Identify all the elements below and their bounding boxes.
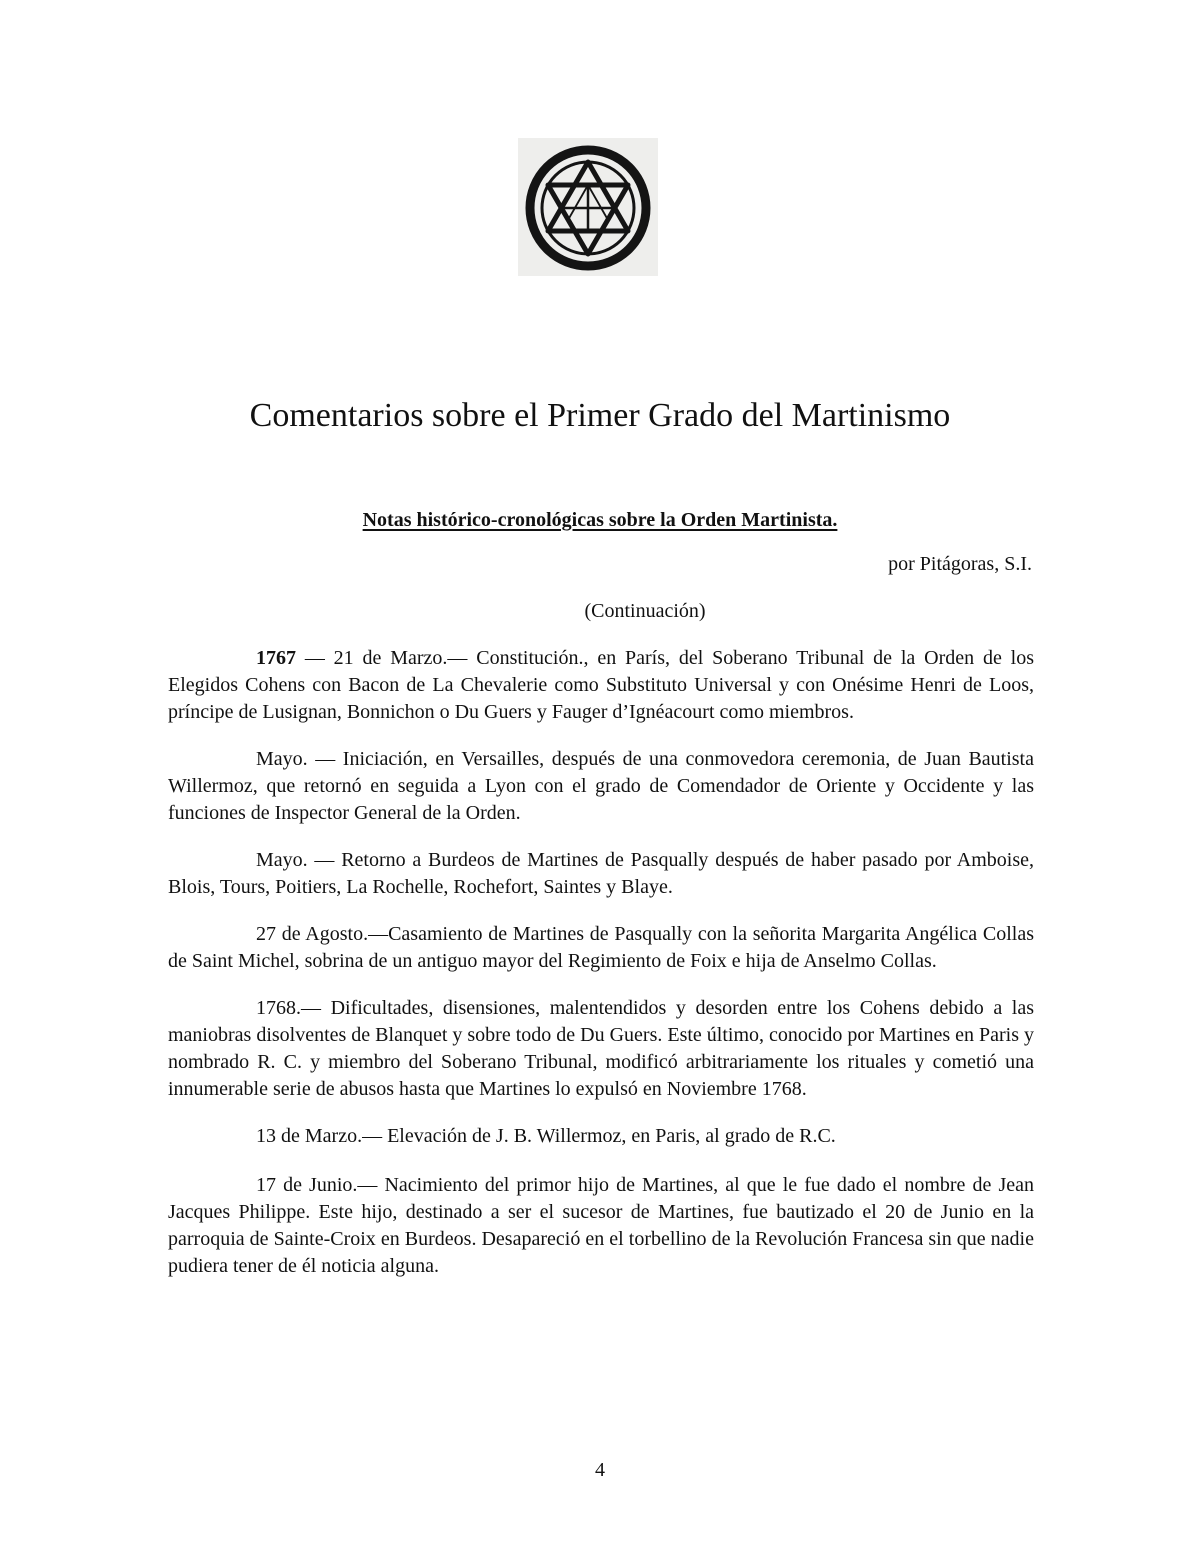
page-number: 4 bbox=[595, 1459, 605, 1481]
document-subtitle bbox=[0, 506, 1200, 534]
paragraph-1768: 1768.— Dificultades, disensiones, malentendidos y desorden entre los Cohens debido a las maniobras disolventes de Blanquet y sobre todo de Du Guers. Este último, conocido por Martines en Paris y nombrado R. C. y miembro del Soberano Tribunal, modificó arbitrariamente los rituales y cometió una innumerable serie de abusos hasta que Martines lo expulsó en Noviembre 1768. bbox=[168, 997, 1034, 1100]
paragraph-junio: 17 de Junio.— Nacimiento del primor hijo de Martines, al que le fue dado el nombre de Jean Jacques Philippe. Este hijo, destinado a ser el sucesor de Martines, fue bautizado el 20 de Junio en la parroquia de Sainte-Croix en Burdeos. Desapareció en el torbellino de la Revolución Francesa sin que nadie pudiera tener de él noticia alguna. bbox=[168, 1174, 1034, 1277]
paragraph-1767 bbox=[168, 645, 1034, 726]
paragraph-text: — 21 de Marzo.— Constitución., en París, del Soberano Tribunal de la Orden de los Elegidos Cohens con Bacon de La Chevalerie como Substituto Universal y con Onésime Henri de Loos, príncipe de Lusignan, Bonnichon o Du Guers y Fauger d’Ignéacourt como miembros. bbox=[168, 647, 1034, 723]
paragraph-mayo-retorno: Mayo. — Retorno a Burdeos de Martines de Pasqually después de haber pasado por Amboise, Blois, Tours, Poitiers, La Rochelle, Rochefort, Saintes y Blaye. bbox=[168, 849, 1034, 898]
year-lead: 1767 bbox=[256, 647, 296, 669]
continuation-label: (Continuación) bbox=[584, 600, 706, 622]
emblem-icon bbox=[518, 138, 658, 276]
hexagram-in-circle-emblem bbox=[518, 138, 658, 276]
subtitle-text: Notas histórico-cronológicas sobre la Orden Martinista. bbox=[362, 509, 838, 531]
paragraph-marzo: 13 de Marzo.— Elevación de J. B. Willermoz, en Paris, al grado de R.C. bbox=[256, 1125, 836, 1147]
paragraph-agosto: 27 de Agosto.—Casamiento de Martines de Pasqually con la señorita Margarita Angélica Collas de Saint Michel, sobrina de un antiguo mayor del Regimiento de Foix e hija de Anselmo Collas. bbox=[168, 923, 1034, 972]
paragraph-mayo-iniciacion: Mayo. — Iniciación, en Versailles, después de una conmovedora ceremonia, de Juan Bautista Willermoz, que retornó en seguida a Lyon con el grado de Comendador de Oriente y Occidente y las funciones de Inspector General de la Orden. bbox=[168, 748, 1034, 824]
author-line: por Pitágoras, S.I. bbox=[888, 553, 1032, 575]
document-title: Comentarios sobre el Primer Grado del Martinismo bbox=[249, 397, 951, 434]
body-text bbox=[168, 645, 1034, 1300]
